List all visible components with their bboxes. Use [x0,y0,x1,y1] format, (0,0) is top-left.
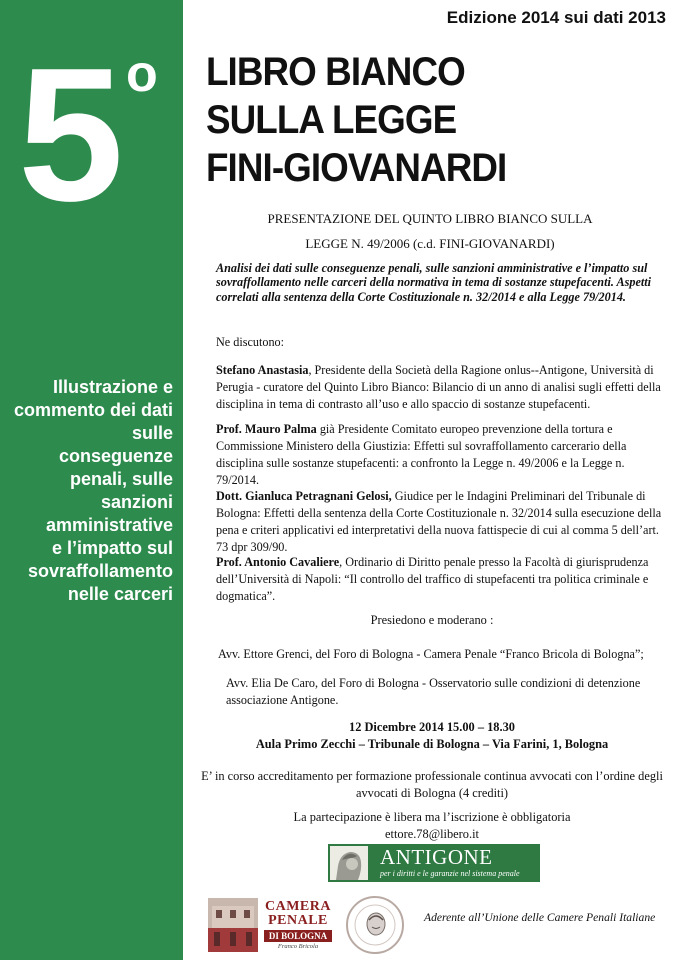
edition-number-digit: 5 [18,29,124,241]
speaker-name: Prof. Mauro Palma [216,422,317,436]
moderator-entry: Avv. Elia De Caro, del Foro di Bologna - Osservatorio sulle condizioni di detenzione associazione Antigone. [226,676,641,707]
event-date: 12 Dicembre 2014 15.00 – 18.30 [349,720,515,734]
camera-logo-line: DI BOLOGNA [264,930,332,942]
edition-label: Edizione 2014 sui dati 2013 [446,8,666,27]
camera-penale-logo [264,900,332,954]
page-title [206,48,638,192]
speaker-name: Prof. Antonio Cavaliere [216,555,340,569]
sidebar-line: sanzioni [100,492,173,512]
discutono-label: Ne discutono: [216,335,285,349]
sidebar-description [3,376,173,606]
sidebar-line: e l’impatto sul [51,538,173,558]
edition-number-degree: o [126,45,158,103]
antigone-logo [328,844,540,882]
sidebar-line: amministrative [45,515,173,535]
presentation-line-1: PRESENTAZIONE DEL QUINTO LIBRO BIANCO SULLA [267,211,593,226]
sidebar-line: sovraffollamento [27,561,173,581]
title-line: SULLA LEGGE [206,98,457,142]
antigone-name: ANTIGONE [380,845,493,869]
participation-note [190,809,674,843]
title-line: FINI-GIOVANARDI [206,146,507,190]
speaker-description: , Presidente della Società della Ragione onlus--Antigone, Università di Perugia - curatore del Quinto Libro Bianco: Bilancio di un anno di analisi sugli effetti della disciplina in tema di contrasto all’uso e allo spaccio di sostanze stupefacenti. [216,363,661,411]
seal-icon [342,894,408,956]
presentation-line-2: LEGGE N. 49/2006 (c.d. FINI-GIOVANARDI) [305,236,555,251]
camera-logo-line: Franco Bricola [277,943,319,950]
moderator-entry: Avv. Ettore Grenci, del Foro di Bologna - Camera Penale “Franco Bricola di Bologna”; [218,647,644,661]
speaker-description: già Presidente Comitato europeo prevenzione della tortura e Commissione Ministero della Giustizia: Effetti sul sovraffollamento carcerario della disciplina sulle sostanze stupefacenti: a confronto la Legge n. 49/2006 e la Legge n. 79/2014. [216,422,627,487]
accreditation-note: E’ in corso accreditamento per formazione professionale continua avvocati con l’ordine degli avvocati di Bologna (4 crediti) [201,769,663,800]
speaker-description: , Ordinario di Diritto penale presso la Facoltà di giurisprudenza dell’Università di Napoli: “Il controllo del traffico di stupefacenti tra politica criminale e dogmatica”. [216,555,649,603]
building-icon [208,898,258,952]
sidebar-line: sulle [131,423,173,443]
camera-logo-line: CAMERA [265,899,331,914]
contact-email[interactable]: ettore.78@libero.it [385,827,479,841]
aderente-note: Aderente all’Unione delle Camere Penali Italiane [424,911,656,924]
speaker-description: Giudice per le Indagini Preliminari del Tribunale di Bologna: Effetti della sentenza della Corte Costituzionale n. 32/2014 sulla esecuzione della pena e criteri applicativi ed interpretativi della nuova fattispecie di cui al comma 5 dell’art. 73 dpr 309/90. [216,489,662,554]
speaker-name: Dott. Gianluca Petragnani Gelosi, [216,489,392,503]
moderators-heading: Presiedono e moderano : [370,613,494,627]
speaker-entry [216,488,670,556]
event-venue: Aula Primo Zecchi – Tribunale di Bologna – Via Farini, 1, Bologna [255,737,609,751]
sidebar-panel [0,0,183,960]
speaker-entry [216,421,670,489]
sidebar-line: Illustrazione e [52,377,173,397]
speaker-entry [216,554,670,605]
antigone-tagline: per i diritti e le garanzie nel sistema penale [380,869,520,878]
camera-logo-line: PENALE [268,913,328,928]
speaker-name: Stefano Anastasia [216,363,309,377]
antigone-emblem-icon [330,846,368,880]
sidebar-line: conseguenze [58,446,173,466]
abstract-text: Analisi dei dati sulle conseguenze penali, sulle sanzioni amministrative e l’impatto sul sovraffollamento nelle carceri della normativa in tema di sostanze stupefacenti. Aspetti correlati alla sentenza della Corte Costituzionale n. 32/2014 e alla Legge 79/2014. [216,261,652,304]
sidebar-line: nelle carceri [67,584,173,604]
participation-text: La partecipazione è libera ma l’iscrizione è obbligatoria [293,810,571,824]
sidebar-line: penali, sulle [69,469,173,489]
sidebar-line: commento dei dati [13,400,173,420]
title-line: LIBRO BIANCO [206,50,465,94]
speaker-entry [216,362,670,413]
edition-number [18,29,178,241]
